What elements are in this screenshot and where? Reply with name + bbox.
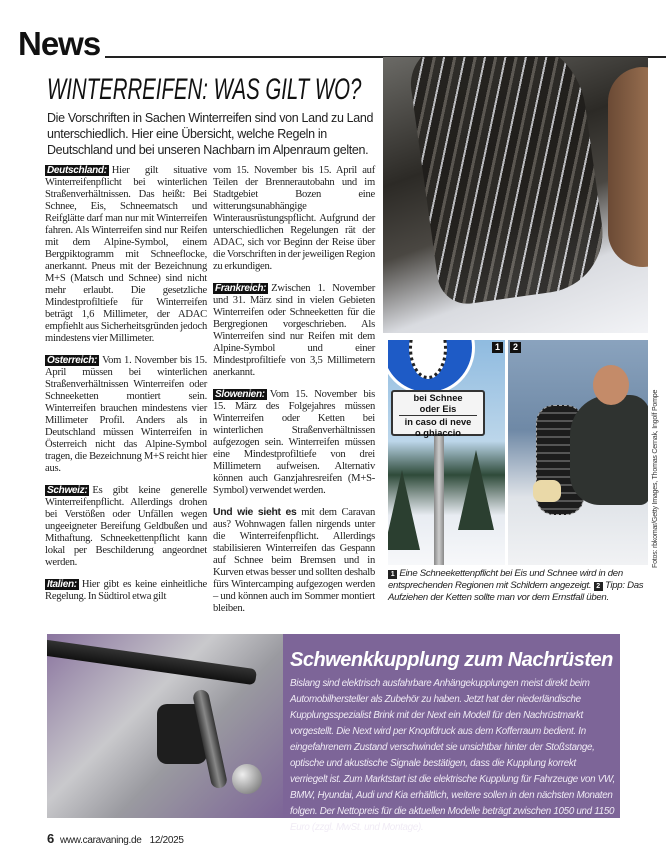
paragraph-text: Vom 15. November bis 15. März des Folgejahres müssen Winterreifen oder Ketten bei winterlichen Straßenverhältnissen aufgezogen sein. Winterreifen müssen eine Mindestprofiltiefe von drei Millimetern aufweisen. Alternativ können auch Ganzjahresreifen (M+S-Symbol) verwendet werden. — [213, 389, 375, 496]
column-1 — [45, 165, 207, 613]
caption-text: Tipp: Das Aufziehen der Ketten sollte man vor dem Ernstfall üben. — [388, 580, 644, 603]
paragraph-italien — [45, 579, 207, 603]
photo-credit: Fotos: rbkomar/Getty Images, Thomas Cernak, Ingolf Pompe — [652, 389, 659, 568]
country-label: Italien: — [47, 579, 77, 590]
caption-number: 1 — [388, 570, 397, 579]
mounting-chains-photo — [508, 340, 648, 565]
sign-text: bei Schnee — [413, 393, 463, 403]
country-label: Frankreich: — [215, 283, 267, 294]
paragraph-caravan — [213, 507, 375, 615]
paragraph-text: Hier gilt situative Winterreifenpflicht bei winterlichen Straßenverhältnissen. Das heißt: Bei Schnee, Eis, Schneematsch und Reifglätte darf man nur mit Winterreifen fahren. Als Winterreifen sind nur Reifen mit dem Alpine-Symbol, einem Bergpiktogramm mit Schneeflocke, anerkannt. Pneus mit der Bezeichnung M+S (Matsch und Schnee) sind nicht mehr erlaubt. Die gesetzliche Mindestprofiltiefe für Winterreifen beträgt 1,6 Millimeter, der ADAC empfiehlt aus Sicherheitsgründen jedoch mindestens vier Millimeter. — [45, 165, 207, 344]
headline: WINTERREIFEN: WAS GILT WO? — [47, 73, 362, 106]
country-label: Slowenien: — [215, 389, 265, 400]
footer-issue: 12/2025 — [149, 835, 184, 846]
tow-hitch-image — [47, 634, 283, 818]
paragraph-oesterreich — [45, 355, 207, 475]
caption-number: 2 — [594, 582, 603, 591]
paragraph-italien-cont: vom 15. November bis 15. April auf Teilen der Brennerautobahn und im Stadtgebiet Bozen eine witterungsunabhängige Winterausrüstungspflicht. Aufgrund der unterschiedlichen Regelungen rät der ADAC, sich vor Beginn der Reise über die Vorschriften in der jeweiligen Region zu erkundigen. — [213, 165, 375, 272]
intro: Die Vorschriften in Sachen Winterreifen sind von Land zu Land unterschiedlich. Hier eine Übersicht, welche Regeln in Deutschland und bei unseren Nachbarn im Alpenraum gelten. — [47, 111, 374, 157]
sign-plate — [391, 390, 485, 436]
paragraph-text: Zwischen 1. November und 31. März sind in vielen Gebieten Winterreifen oder Schneeketten für die Bergregionen vorgeschrieben. Als Winterreifen sind nur Reifen mit dem Alpine-Symbol und einer Mindestprofiltiefe von 3,5 Millimetern anerkannt. — [213, 283, 375, 378]
page-number: 6 — [47, 831, 54, 846]
footer-url[interactable]: www.caravaning.de — [59, 835, 142, 846]
winter-tire-photo — [383, 57, 648, 333]
photo-number: 2 — [510, 342, 521, 353]
box-title: Schwenkkupplung zum Nachrüsten — [290, 649, 613, 671]
caravan-lead: Und wie sieht es — [213, 507, 297, 518]
paragraph-schweiz — [45, 485, 207, 569]
photo-number: 1 — [492, 342, 503, 353]
paragraph-text: Hier gibt es keine einheitliche Regelung. In Südtirol etwa gilt — [45, 579, 207, 602]
paragraph-text: Es gibt keine generelle Winterreifenpflicht. Allerdings drohen bei Verstößen oder Unfällen wegen ungeeigneter Bereifung Geldbußen und Mithaftung. Schneekettenpflicht kann lokal per Beschilderung angeordnet werden. — [45, 485, 207, 568]
country-label: Schweiz: — [47, 485, 88, 496]
paragraph-deutschland — [45, 165, 207, 345]
caption-text: Eine Schneekettenpflicht bei Eis und Schnee wird in den entsprechenden Regionen mit Schildern angezeigt. — [388, 568, 623, 591]
paragraph-frankreich — [213, 283, 375, 379]
box-body: Bislang sind elektrisch ausfahrbare Anhängekupplungen meist direkt beim Automobilhersteller als Zubehör zu haben. Jetzt hat der niederländische Kupplungsspezialist Brink mit der Next ein Modell für den Nachrüstmarkt vorgestellt. Die Next wird per Knopfdruck aus dem Kofferraum bedient. In eingefahrenem Zustand verschwindet sie unsichtbar hinter der Stoßstange, optische und akustische Signale bestätigen, dass die Kupplung korrekt verriegelt ist. Zum Marktstart ist die elektrische Kupplung für Fahrzeuge von VW, BMW, Hyundai, Audi und Kia erhältlich, weitere sollen in den nächsten Monaten folgen. Der Nettopreis für die aktuellen Modelle beträgt zwischen 1050 und 1150 Euro (zzgl. MwSt. und Montage). — [290, 678, 615, 833]
snow-chain-sign-icon — [388, 340, 475, 395]
photo-caption — [388, 568, 648, 604]
sign-text: in caso di neve — [404, 417, 472, 427]
paragraph-text: Vom 1. November bis 15. April müssen bei winterlichen Straßenverhältnissen Winterreifen oder Schneeketten montiert sein. Winterreifen brauchen mindestens vier Millimeter Profil. Anders als in Deutschland müssen Winterreifen in Österreich nicht das Alpine-Symbol tragen, die Bezeichnung M+S reicht hier aus. — [45, 355, 207, 474]
sign-text: o ghiaccio — [415, 427, 461, 438]
page-footer — [47, 832, 184, 848]
info-box — [47, 634, 620, 833]
country-label: Deutschland: — [47, 165, 107, 176]
snow-chain-sign-photo — [388, 340, 505, 565]
sign-text: oder Eis — [419, 403, 457, 414]
section-title: News — [18, 25, 101, 62]
country-label: Österreich: — [47, 355, 98, 366]
column-2 — [213, 165, 375, 625]
paragraph-text: mit dem Caravan aus? Wohnwagen fallen nirgends unter die Winterreifenpflicht. Allerdings stabilisieren Winterreifen das Gespann auf Schnee beim Bremsen und in Kurven etwas besser und sollten deshalb fürs Wintercamping aufgezogen werden – und können auch im Sommer montiert bleiben. — [213, 507, 375, 614]
paragraph-slowenien — [213, 389, 375, 497]
